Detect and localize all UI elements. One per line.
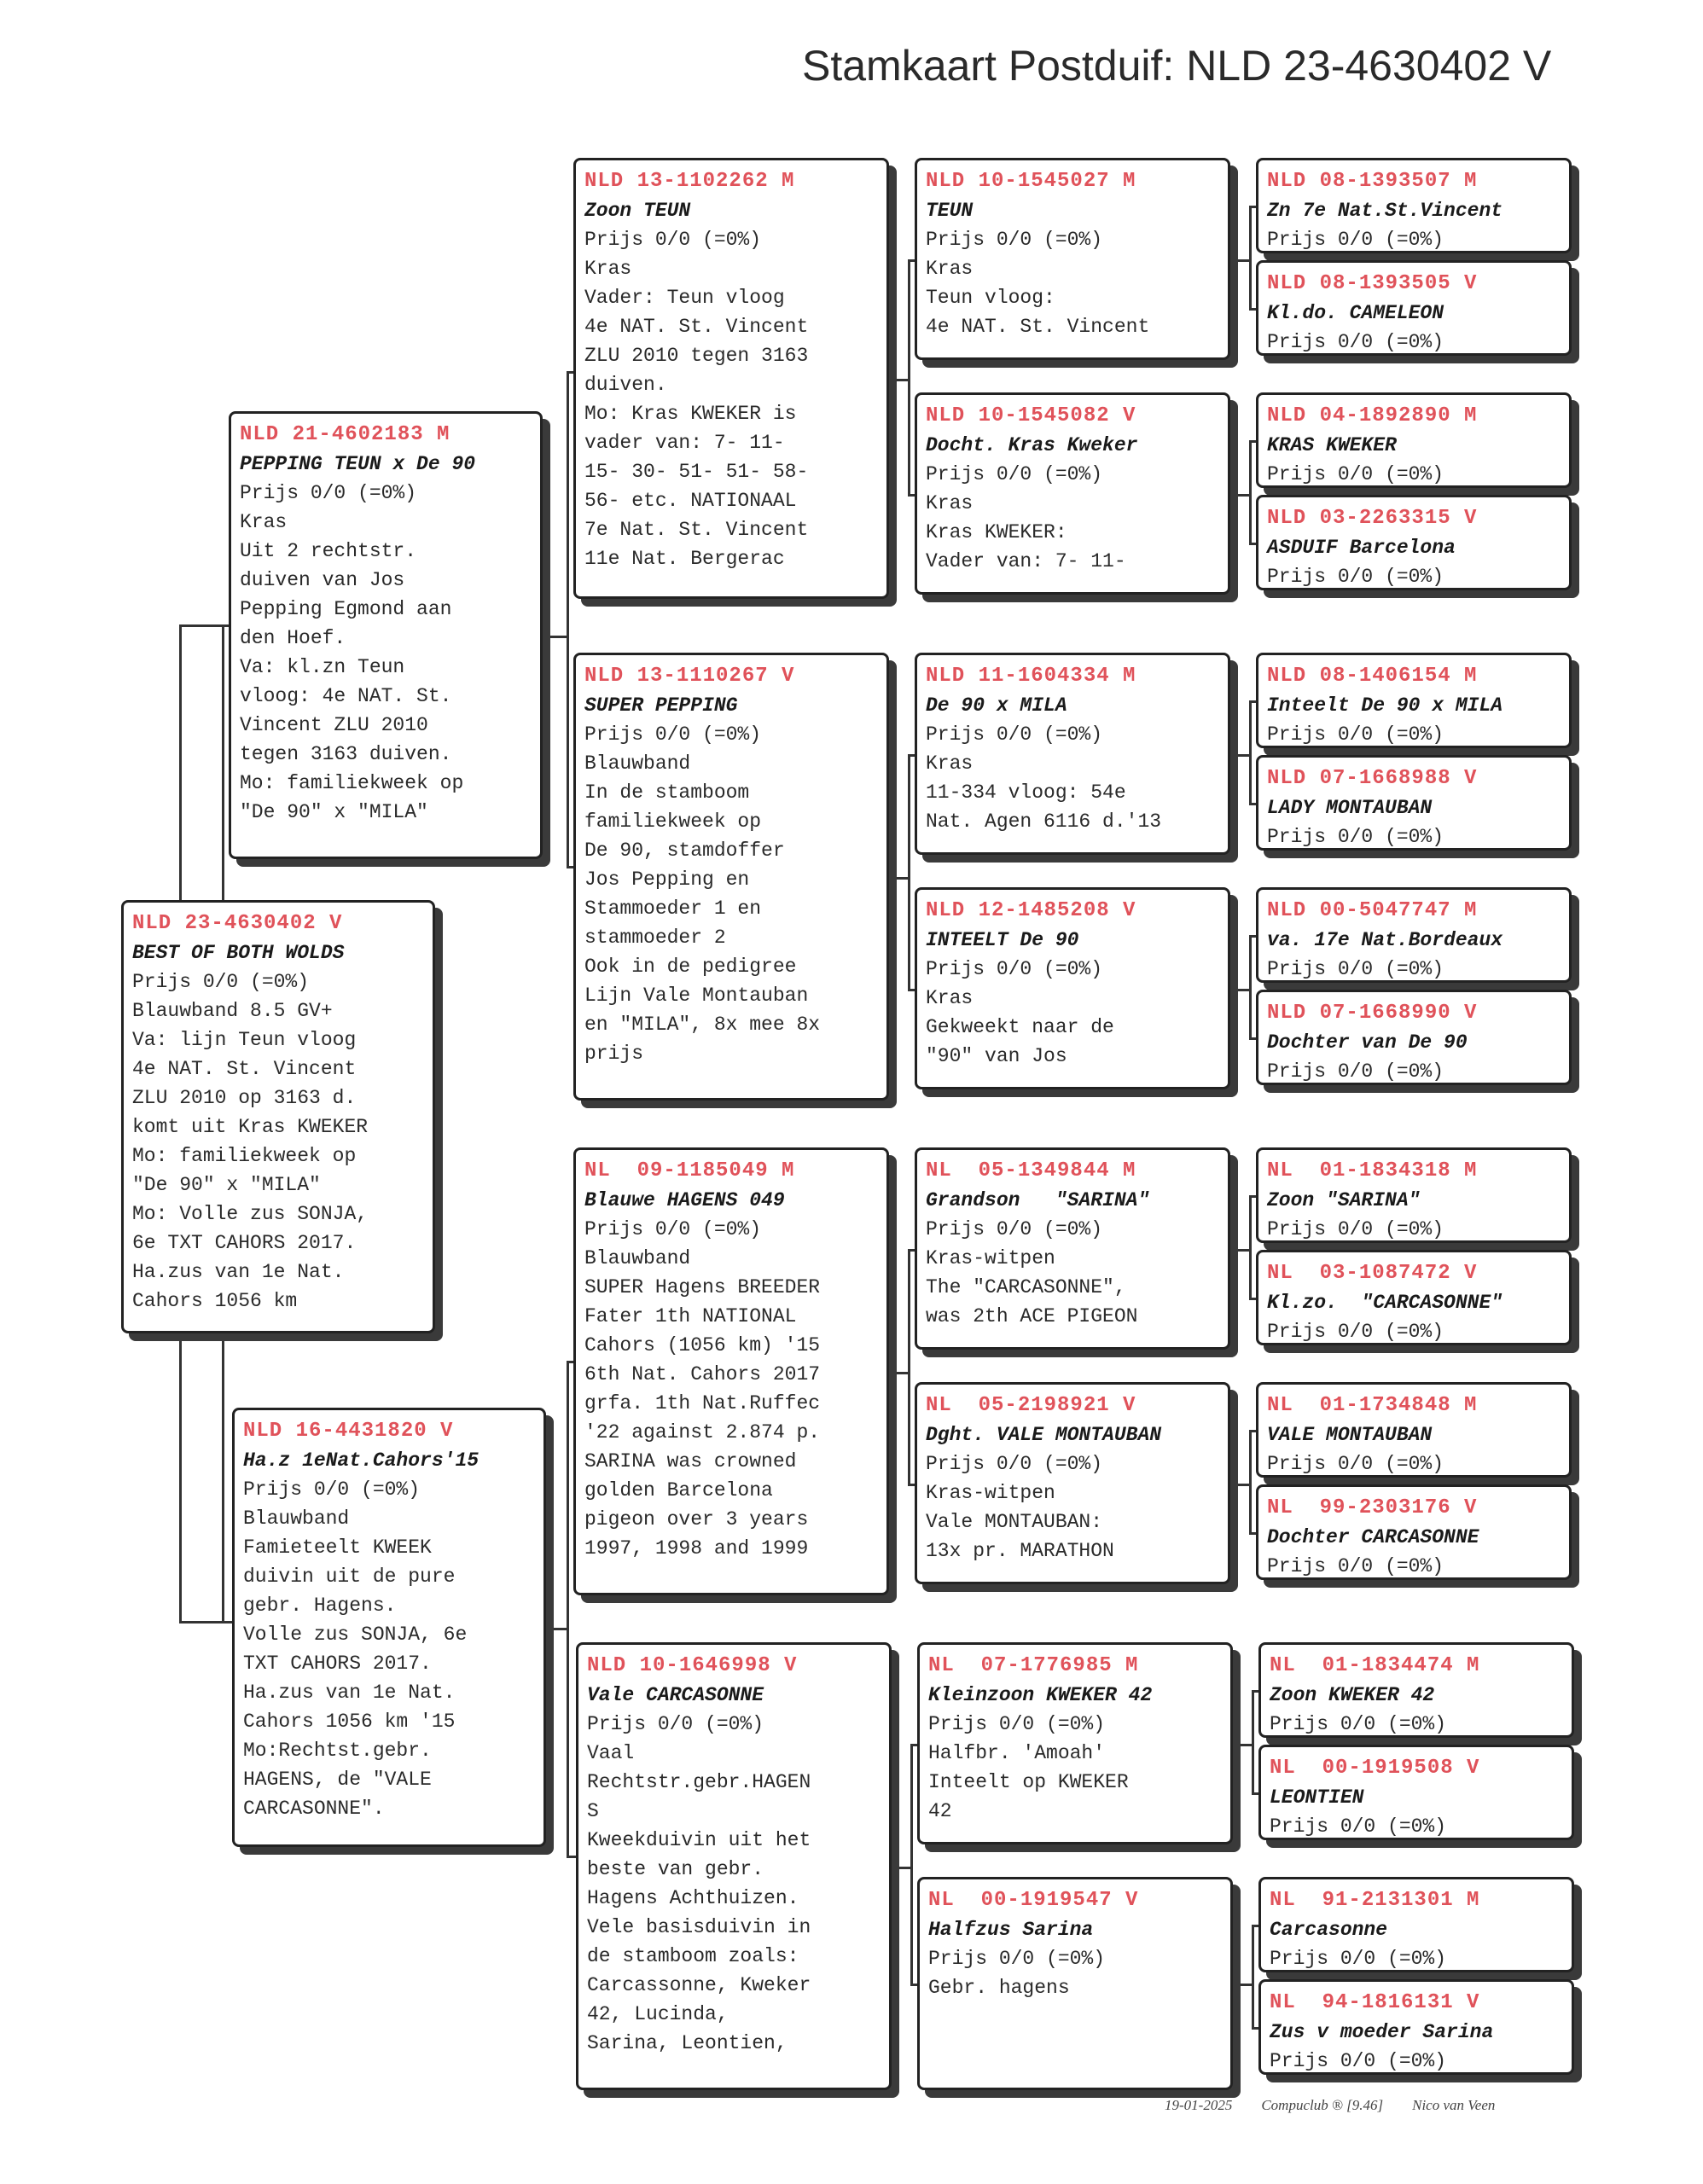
ring-number: NLD 21-4602183 M: [240, 423, 450, 446]
ring-number: NLD 10-1545027 M: [926, 170, 1136, 193]
pigeon-info-line: Prijs 0/0 (=0%): [928, 1948, 1106, 1970]
pigeon-name: INTEELT De 90: [926, 929, 1079, 951]
pigeon-info-line: Lijn Vale Montauban: [584, 985, 809, 1007]
pigeon-info-line: 4e NAT. St. Vincent: [926, 316, 1150, 338]
pigeon-info-line: Teun vloog:: [926, 287, 1055, 309]
connector-line: [179, 624, 182, 900]
pigeon-info-line: Prijs 0/0 (=0%): [1267, 566, 1444, 588]
pigeon-card: [917, 1877, 1233, 2090]
pigeon-info-line: Kras: [240, 511, 288, 533]
ring-number: NLD 00-5047747 M: [1267, 899, 1478, 922]
pigeon-info-line: Kras: [926, 492, 974, 514]
pigeon-name: Ha.z 1eNat.Cahors'15: [243, 1449, 480, 1472]
pigeon-info-line: Prijs 0/0 (=0%): [1267, 1321, 1444, 1343]
pigeon-info-line: Vincent ZLU 2010: [240, 714, 428, 736]
pigeon-info-line: Prijs 0/0 (=0%): [1267, 958, 1444, 980]
pigeon-info-line: den Hoef.: [240, 627, 346, 649]
connector-line: [908, 259, 910, 497]
pigeon-info-line: "De 90" x "MILA": [132, 1174, 321, 1196]
connector-line: [889, 1372, 908, 1374]
pigeon-info-line: duivin uit de pure: [243, 1565, 456, 1588]
print-date: 19-01-2025: [1165, 2097, 1233, 2113]
ring-number: NLD 08-1393507 M: [1267, 170, 1478, 193]
pigeon-info-line: Prijs 0/0 (=0%): [1267, 723, 1444, 746]
connector-line: [1230, 754, 1249, 757]
pigeon-info-line: Vaal: [587, 1742, 635, 1764]
pigeon-info-line: Prijs 0/0 (=0%): [584, 1218, 762, 1240]
pigeon-info-line: Uit 2 rechtstr.: [240, 540, 417, 562]
connector-line: [546, 1628, 567, 1630]
pigeon-card: [229, 411, 543, 859]
connector-line: [1230, 494, 1249, 497]
pigeon-info-line: Kras: [926, 752, 974, 775]
connector-line: [543, 636, 567, 638]
connector-line: [179, 624, 229, 627]
ring-number: NL 09-1185049 M: [584, 1159, 795, 1182]
pigeon-card: [1256, 1250, 1572, 1345]
pigeon-info-line: SUPER Hagens BREEDER: [584, 1276, 821, 1298]
pigeon-name: ASDUIF Barcelona: [1267, 537, 1456, 559]
pigeon-name: BEST OF BOTH WOLDS: [132, 942, 345, 964]
pigeon-info-line: Prijs 0/0 (=0%): [1267, 826, 1444, 848]
ring-number: NL 94-1816131 V: [1270, 1991, 1480, 2014]
ring-number: NLD 11-1604334 M: [926, 665, 1136, 688]
connector-line: [1249, 1430, 1252, 1535]
pigeon-card: [1256, 1382, 1572, 1478]
pigeon-info-line: Prijs 0/0 (=0%): [1270, 1713, 1447, 1735]
pigeon-info-line: ZLU 2010 tegen 3163: [584, 345, 809, 367]
ring-number: NL 01-1734848 M: [1267, 1394, 1478, 1417]
pigeon-name: TEUN: [926, 200, 974, 222]
pigeon-name: LEONTIEN: [1270, 1786, 1364, 1809]
pigeon-info-line: en "MILA", 8x mee 8x: [584, 1014, 821, 1036]
connector-line: [889, 379, 908, 381]
ring-number: NLD 07-1668988 V: [1267, 767, 1478, 790]
ring-number: NLD 03-2263315 V: [1267, 507, 1478, 530]
pigeon-info-line: Prijs 0/0 (=0%): [926, 229, 1103, 251]
pigeon-info-line: Prijs 0/0 (=0%): [926, 723, 1103, 746]
pigeon-info-line: 1997, 1998 and 1999: [584, 1537, 809, 1560]
pigeon-info-line: Prijs 0/0 (=0%): [1270, 1815, 1447, 1838]
pigeon-card: [1258, 1877, 1574, 1972]
ring-number: NLD 07-1668990 V: [1267, 1002, 1478, 1025]
pigeon-info-line: 6e TXT CAHORS 2017.: [132, 1232, 357, 1254]
pigeon-info-line: Cahors 1056 km '15: [243, 1711, 456, 1733]
pigeon-info-line: 13x pr. MARATHON: [926, 1540, 1114, 1562]
pigeon-info-line: Nat. Agen 6116 d.'13: [926, 810, 1162, 833]
pigeon-name: Halfzus Sarina: [928, 1919, 1094, 1941]
pigeon-info-line: Va: lijn Teun vloog: [132, 1029, 357, 1051]
pigeon-info-line: "De 90" x "MILA": [240, 801, 428, 823]
pigeon-info-line: Stammoeder 1 en: [584, 897, 762, 920]
connector-line: [1249, 440, 1252, 545]
pigeon-info-line: Mo: Volle zus SONJA,: [132, 1203, 369, 1225]
ring-number: NLD 12-1485208 V: [926, 899, 1136, 922]
pigeon-card: [1256, 887, 1572, 983]
pigeon-info-line: Va: kl.zn Teun: [240, 656, 405, 678]
ring-number: NL 07-1776985 M: [928, 1654, 1139, 1677]
ring-number: NL 91-2131301 M: [1270, 1889, 1480, 1912]
pigeon-card: [917, 1642, 1233, 1844]
pigeon-info-line: Blauwband 8.5 GV+: [132, 1000, 333, 1022]
ring-number: NL 03-1087472 V: [1267, 1262, 1478, 1285]
pigeon-info-line: Mo:Rechtst.gebr.: [243, 1740, 432, 1762]
pigeon-info-line: Rechtstr.gebr.HAGEN: [587, 1771, 811, 1793]
pigeon-info-line: Prijs 0/0 (=0%): [1270, 1948, 1447, 1970]
pigeon-card: [121, 900, 435, 1333]
pigeon-card: [915, 887, 1230, 1089]
pigeon-info-line: was 2th ACE PIGEON: [926, 1305, 1138, 1327]
pigeon-info-line: Hagens Achthuizen.: [587, 1887, 799, 1909]
connector-line: [1249, 935, 1252, 1040]
pigeon-name: Inteelt De 90 x MILA: [1267, 694, 1503, 717]
pigeon-card: [915, 1382, 1230, 1584]
pigeon-card: [1256, 392, 1572, 488]
pigeon-info-line: vloog: 4e NAT. St.: [240, 685, 452, 707]
connector-line: [910, 1744, 913, 1987]
pigeon-info-line: Vader: Teun vloog: [584, 287, 785, 309]
connector-line: [1230, 989, 1249, 991]
pigeon-info-line: duiven.: [584, 374, 667, 396]
pigeon-info-line: Prijs 0/0 (=0%): [1267, 1555, 1444, 1577]
pigeon-info-line: Kras KWEKER:: [926, 521, 1067, 543]
ring-number: NL 05-1349844 M: [926, 1159, 1136, 1182]
connector-line: [567, 1361, 569, 1858]
pigeon-info-line: Ha.zus van 1e Nat.: [132, 1261, 345, 1283]
pigeon-name: Zn 7e Nat.St.Vincent: [1267, 200, 1503, 222]
pigeon-card: [1256, 990, 1572, 1085]
pigeon-card: [1256, 158, 1572, 253]
pigeon-info-line: Prijs 0/0 (=0%): [928, 1713, 1106, 1735]
pigeon-info-line: Mo: Kras KWEKER is: [584, 403, 797, 425]
ring-number: NLD 13-1110267 V: [584, 665, 795, 688]
pigeon-info-line: Cahors 1056 km: [132, 1290, 298, 1312]
pigeon-card: [915, 392, 1230, 595]
ring-number: NLD 23-4630402 V: [132, 912, 343, 935]
pigeon-info-line: grfa. 1th Nat.Ruffec: [584, 1392, 821, 1414]
pigeon-card: [1256, 653, 1572, 748]
pigeon-info-line: stammoeder 2: [584, 926, 726, 949]
ring-number: NL 01-1834474 M: [1270, 1654, 1480, 1677]
pigeon-info-line: Prijs 0/0 (=0%): [587, 1713, 764, 1735]
connector-line: [908, 754, 910, 991]
pigeon-card: [1256, 495, 1572, 590]
page-title: Stamkaart Postduif: NLD 23-4630402 V: [802, 42, 1552, 90]
pigeon-name: Kleinzoon KWEKER 42: [928, 1684, 1153, 1706]
connector-line: [1249, 700, 1252, 805]
pigeon-info-line: Kras: [926, 258, 974, 280]
pigeon-info-line: tegen 3163 duiven.: [240, 743, 452, 765]
pigeon-info-line: Cahors (1056 km) '15: [584, 1334, 821, 1356]
pigeon-info-line: 56- etc. NATIONAAL: [584, 490, 797, 512]
ring-number: NL 00-1919508 V: [1270, 1757, 1480, 1780]
pigeon-info-line: komt uit Kras KWEKER: [132, 1116, 369, 1138]
pigeon-info-line: Prijs 0/0 (=0%): [926, 463, 1103, 485]
pigeon-info-line: 11-334 vloog: 54e: [926, 781, 1126, 804]
pigeon-info-line: Kras: [584, 258, 632, 280]
pigeon-info-line: Jos Pepping en: [584, 868, 750, 891]
pigeon-info-line: Blauwband: [584, 1247, 691, 1269]
pigeon-card: [232, 1408, 546, 1847]
pigeon-name: KRAS KWEKER: [1267, 434, 1397, 456]
ring-number: NLD 08-1393505 V: [1267, 272, 1478, 295]
pigeon-card: [573, 1147, 889, 1595]
pigeon-card: [915, 653, 1230, 855]
pigeon-info-line: HAGENS, de "VALE: [243, 1769, 432, 1791]
pigeon-info-line: Prijs 0/0 (=0%): [1267, 1453, 1444, 1475]
connector-line: [1230, 1249, 1249, 1252]
pigeon-name: Blauwe HAGENS 049: [584, 1189, 785, 1211]
pigeon-info-line: 15- 30- 51- 51- 58-: [584, 461, 809, 483]
pigeon-info-line: Prijs 0/0 (=0%): [584, 229, 762, 251]
pigeon-info-line: 42: [928, 1800, 952, 1822]
pigeon-info-line: familiekweek op: [584, 810, 762, 833]
connector-line: [179, 1333, 182, 1623]
pigeon-name: Zoon "SARINA": [1267, 1189, 1421, 1211]
pigeon-info-line: Prijs 0/0 (=0%): [926, 958, 1103, 980]
pigeon-info-line: In de stamboom: [584, 781, 750, 804]
pigeon-name: Dght. VALE MONTAUBAN: [926, 1424, 1162, 1446]
pigeon-info-line: ZLU 2010 op 3163 d.: [132, 1087, 357, 1109]
pigeon-info-line: Prijs 0/0 (=0%): [926, 1218, 1103, 1240]
pigeon-info-line: S: [587, 1800, 599, 1822]
owner-name: Nico van Veen: [1412, 2097, 1496, 2113]
connector-line: [1249, 1195, 1252, 1300]
pigeon-card: [1256, 1147, 1572, 1243]
pigeon-info-line: Ook in de pedigree: [584, 956, 797, 978]
pigeon-name: Docht. Kras Kweker: [926, 434, 1138, 456]
ring-number: NLD 10-1545082 V: [926, 404, 1136, 427]
connector-line: [179, 1621, 232, 1623]
pigeon-info-line: '22 against 2.874 p.: [584, 1421, 821, 1443]
pigeon-info-line: Prijs 0/0 (=0%): [132, 971, 310, 993]
pigeon-name: Zus v moeder Sarina: [1270, 2021, 1494, 2043]
pigeon-info-line: Kras: [926, 987, 974, 1009]
pigeon-name: SUPER PEPPING: [584, 694, 738, 717]
pigeon-name: PEPPING TEUN x De 90: [240, 453, 476, 475]
ring-number: NL 00-1919547 V: [928, 1889, 1139, 1912]
pigeon-card: [576, 1642, 892, 2090]
connector-line: [567, 371, 569, 868]
pigeon-info-line: Prijs 0/0 (=0%): [1267, 229, 1444, 251]
pigeon-info-line: SARINA was crowned: [584, 1450, 797, 1472]
pigeon-name: Kl.do. CAMELEON: [1267, 302, 1444, 324]
pigeon-card: [1256, 755, 1572, 851]
connector-line: [892, 1867, 910, 1869]
pigeon-name: Zoon TEUN: [584, 200, 691, 222]
connector-line: [1249, 206, 1252, 311]
pigeon-info-line: Ha.zus van 1e Nat.: [243, 1682, 456, 1704]
pigeon-info-line: Volle zus SONJA, 6e: [243, 1623, 468, 1646]
pigeon-info-line: gebr. Hagens.: [243, 1594, 397, 1617]
connector-line: [1230, 1484, 1249, 1486]
pigeon-info-line: Pepping Egmond aan: [240, 598, 452, 620]
pigeon-name: Vale CARCASONNE: [587, 1684, 764, 1706]
ring-number: NL 05-2198921 V: [926, 1394, 1136, 1417]
pigeon-info-line: Blauwband: [584, 752, 691, 775]
pigeon-info-line: Prijs 0/0 (=0%): [1267, 1218, 1444, 1240]
ring-number: NL 99-2303176 V: [1267, 1496, 1478, 1519]
pigeon-info-line: Prijs 0/0 (=0%): [1267, 1060, 1444, 1083]
ring-number: NLD 16-4431820 V: [243, 1420, 454, 1443]
pigeon-name: Dochter CARCASONNE: [1267, 1526, 1479, 1548]
pigeon-info-line: Prijs 0/0 (=0%): [1267, 331, 1444, 353]
pigeon-name: Grandson "SARINA": [926, 1189, 1150, 1211]
connector-line: [1230, 259, 1249, 262]
pigeon-info-line: Vele basisduivin in: [587, 1916, 811, 1938]
pigeon-info-line: duiven van Jos: [240, 569, 405, 591]
pigeon-info-line: 4e NAT. St. Vincent: [132, 1058, 357, 1080]
pigeon-card: [1258, 1979, 1574, 2075]
pigeon-info-line: 4e NAT. St. Vincent: [584, 316, 809, 338]
pigeon-info-line: vader van: 7- 11-: [584, 432, 785, 454]
pigeon-info-line: pigeon over 3 years: [584, 1508, 809, 1531]
pigeon-info-line: Vader van: 7- 11-: [926, 550, 1126, 572]
pigeon-info-line: Gebr. hagens: [928, 1977, 1070, 1999]
pigeon-info-line: prijs: [584, 1043, 644, 1065]
pigeon-info-line: de stamboom zoals:: [587, 1945, 799, 1967]
pigeon-info-line: De 90, stamdoffer: [584, 839, 785, 862]
pigeon-info-line: Mo: familiekweek op: [240, 772, 464, 794]
connector-line: [1233, 1744, 1252, 1746]
pigeon-card: [915, 158, 1230, 360]
pigeon-card: [1258, 1745, 1574, 1840]
pigeon-info-line: Blauwband: [243, 1507, 350, 1530]
ring-number: NLD 04-1892890 M: [1267, 404, 1478, 427]
pigeon-card: [573, 158, 889, 599]
pigeon-card: [1256, 260, 1572, 356]
pigeon-info-line: 11e Nat. Bergerac: [584, 548, 785, 570]
pigeon-info-line: TXT CAHORS 2017.: [243, 1653, 432, 1675]
ring-number: NL 01-1834318 M: [1267, 1159, 1478, 1182]
connector-line: [1252, 1925, 1254, 2030]
pigeon-info-line: Carcassonne, Kweker: [587, 1974, 811, 1996]
pigeon-info-line: Vale MONTAUBAN:: [926, 1511, 1103, 1533]
pigeon-info-line: beste van gebr.: [587, 1858, 764, 1880]
pigeon-info-line: golden Barcelona: [584, 1479, 773, 1502]
ring-number: NLD 08-1406154 M: [1267, 665, 1478, 688]
connector-line: [1252, 1690, 1254, 1795]
pigeon-name: VALE MONTAUBAN: [1267, 1424, 1433, 1446]
pigeon-info-line: Inteelt op KWEKER: [928, 1771, 1129, 1793]
pigeon-info-line: Prijs 0/0 (=0%): [584, 723, 762, 746]
pigeon-info-line: Prijs 0/0 (=0%): [1270, 2050, 1447, 2072]
pigeon-name: Kl.zo. "CARCASONNE": [1267, 1292, 1503, 1314]
pigeon-info-line: Mo: familiekweek op: [132, 1145, 357, 1167]
pigeon-info-line: Prijs 0/0 (=0%): [243, 1478, 421, 1501]
pigeon-card: [1258, 1642, 1574, 1738]
pigeon-name: LADY MONTAUBAN: [1267, 797, 1433, 819]
pigeon-info-line: "90" van Jos: [926, 1045, 1067, 1067]
pigeon-info-line: Prijs 0/0 (=0%): [926, 1453, 1103, 1475]
pigeon-info-line: Halfbr. 'Amoah': [928, 1742, 1106, 1764]
ring-number: NLD 10-1646998 V: [587, 1654, 798, 1677]
pigeon-card: [915, 1147, 1230, 1350]
software-label: Compuclub ® [9.46]: [1261, 2097, 1384, 2113]
pigeon-name: Carcasonne: [1270, 1919, 1388, 1941]
pigeon-info-line: Famieteelt KWEEK: [243, 1536, 432, 1559]
pigeon-name: Dochter van De 90: [1267, 1031, 1468, 1054]
pigeon-name: De 90 x MILA: [926, 694, 1067, 717]
pigeon-info-line: Kras-witpen: [926, 1247, 1055, 1269]
pigeon-info-line: 6th Nat. Cahors 2017: [584, 1363, 821, 1385]
pigeon-info-line: Gekweekt naar de: [926, 1016, 1114, 1038]
pigeon-info-line: Kweekduivin uit het: [587, 1829, 811, 1851]
pigeon-info-line: Kras-witpen: [926, 1482, 1055, 1504]
connector-line: [908, 1249, 910, 1486]
pigeon-name: Zoon KWEKER 42: [1270, 1684, 1435, 1706]
footer: [1165, 2097, 1524, 2114]
pigeon-info-line: Prijs 0/0 (=0%): [240, 482, 417, 504]
ring-number: NLD 13-1102262 M: [584, 170, 795, 193]
pigeon-info-line: The "CARCASONNE",: [926, 1276, 1126, 1298]
pigeon-info-line: 7e Nat. St. Vincent: [584, 519, 809, 541]
pigeon-info-line: Sarina, Leontien,: [587, 2032, 788, 2054]
connector-line: [889, 877, 908, 880]
pigeon-card: [573, 653, 889, 1101]
pigeon-info-line: Prijs 0/0 (=0%): [1267, 463, 1444, 485]
pigeon-name: va. 17e Nat.Bordeaux: [1267, 929, 1503, 951]
pigeon-info-line: 42, Lucinda,: [587, 2003, 729, 2025]
pigeon-info-line: CARCASONNE".: [243, 1798, 385, 1820]
pigeon-card: [1256, 1484, 1572, 1580]
connector-line: [1233, 1984, 1252, 1986]
pigeon-info-line: Fater 1th NATIONAL: [584, 1305, 797, 1327]
